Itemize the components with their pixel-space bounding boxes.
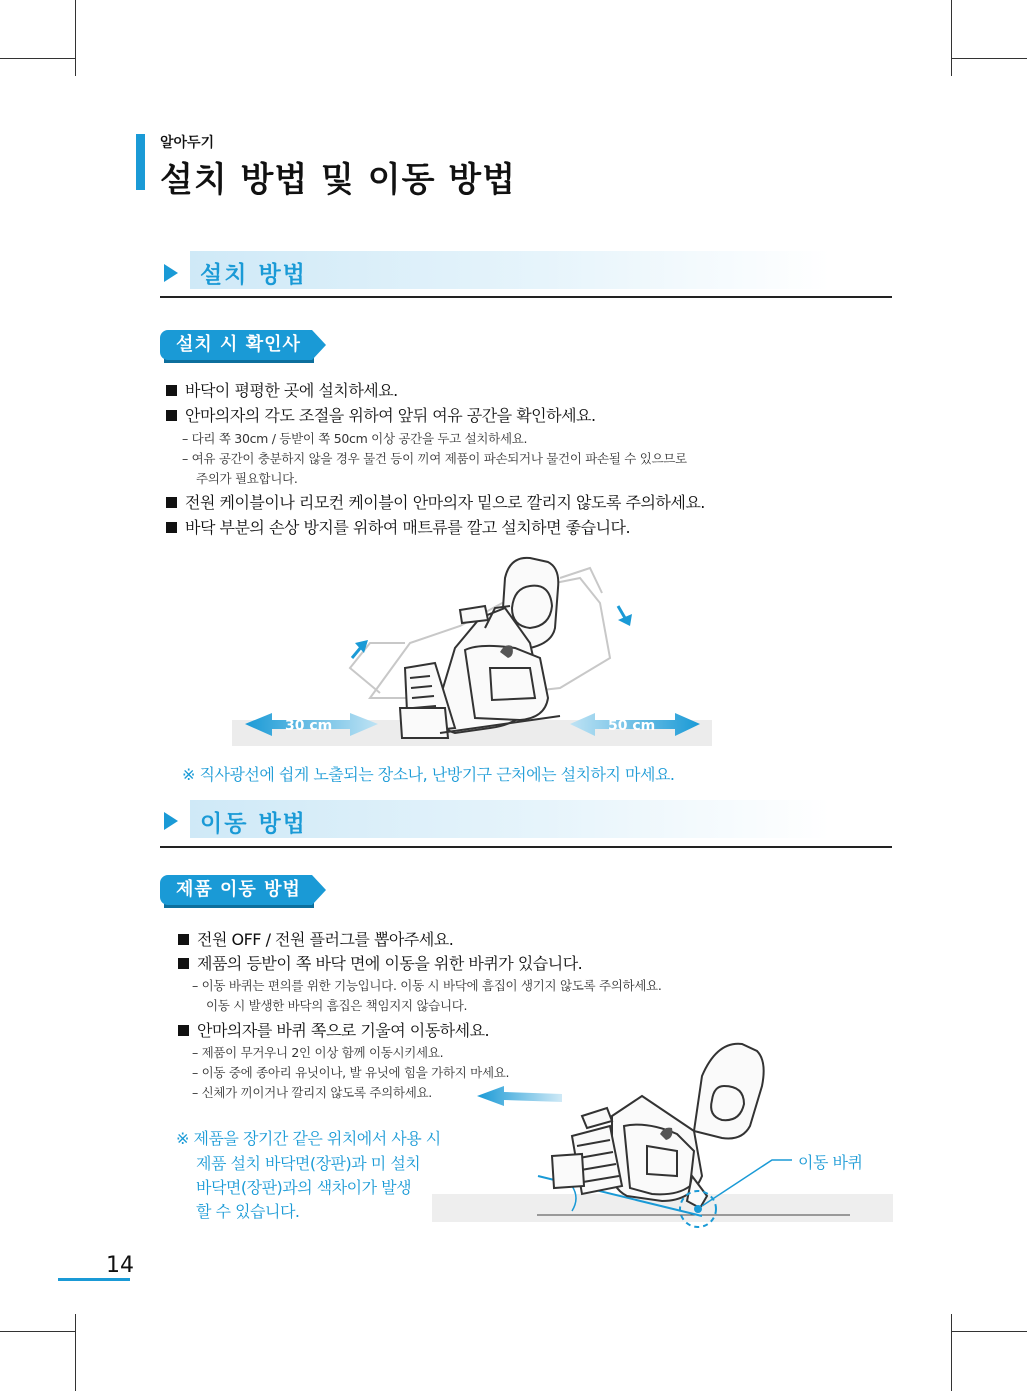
page-title: 설치 방법 및 이동 방법 [160, 160, 516, 200]
section-title: 이동 방법 [200, 811, 307, 837]
square-bullet-icon [166, 385, 177, 396]
sub-item: 이동 시 발생한 바닥의 흠집은 책임지지 않습니다. [206, 998, 468, 1013]
crop-mark [0, 58, 76, 59]
move-note-line: 할 수 있습니다. [196, 1202, 300, 1221]
sub-item: – 다리 쪽 30cm / 등받이 쪽 50cm 이상 공간을 두고 설치하세요. [182, 431, 528, 446]
square-bullet-icon [178, 1025, 189, 1036]
category-label: 알아두기 [160, 135, 215, 151]
bullet-item [166, 378, 398, 401]
page-number: 14 [106, 1253, 134, 1278]
dimension-label-left: 30 cm [285, 718, 333, 734]
bullet-text: 전원 케이블이나 리모컨 케이블이 안마의자 밑으로 깔리지 않도록 주의하세요. [185, 493, 705, 512]
bullet-text: 제품의 등받이 쪽 바닥 면에 이동을 위한 바퀴가 있습니다. [197, 954, 583, 973]
dimension-label-right: 50 cm [608, 718, 656, 734]
sub-item: 주의가 필요합니다. [196, 471, 298, 486]
square-bullet-icon [166, 522, 177, 533]
sub-item: – 여유 공간이 충분하지 않을 경우 물건 등이 끼여 제품이 파손되거나 물건이 파손될 수 있으므로 [182, 451, 687, 466]
bullet-text: 바닥이 평평한 곳에 설치하세요. [185, 381, 398, 400]
sub-item: – 이동 바퀴는 편의를 위한 기능입니다. 이동 시 바닥에 흠집이 생기지 않도록 주의하세요. [192, 978, 662, 993]
square-bullet-icon [166, 497, 177, 508]
bullet-item [166, 403, 596, 426]
crop-mark [0, 1331, 76, 1332]
sub-item: – 신체가 끼이거나 깔리지 않도록 주의하세요. [192, 1085, 432, 1100]
crop-mark [951, 0, 952, 76]
bullet-text: 안마의자의 각도 조절을 위하여 앞뒤 여유 공간을 확인하세요. [185, 406, 596, 425]
bullet-item [166, 490, 705, 513]
install-note: ※ 직사광선에 쉽게 노출되는 장소나, 난방기구 근처에는 설치하지 마세요. [182, 765, 675, 784]
square-bullet-icon [178, 958, 189, 969]
section-arrow-icon [164, 264, 178, 282]
subsection-pill: 제품 이동 방법 [160, 875, 312, 905]
crop-mark [951, 1314, 952, 1391]
title-accent-bar [136, 134, 145, 190]
square-bullet-icon [166, 410, 177, 421]
section-divider [160, 296, 892, 298]
page-number-underline [58, 1278, 130, 1281]
crop-mark [75, 1314, 76, 1391]
bullet-item [178, 951, 582, 974]
bullet-item [178, 927, 453, 950]
bullet-text: 안마의자를 바퀴 쪽으로 기울여 이동하세요. [197, 1021, 490, 1040]
bullet-text: 바닥 부분의 손상 방지를 위하여 매트류를 깔고 설치하면 좋습니다. [185, 518, 631, 537]
chair-install-figure [230, 548, 714, 750]
section-divider [160, 846, 892, 848]
chair-move-figure [432, 1036, 894, 1236]
subsection-pill: 설치 시 확인사항 [160, 330, 312, 360]
wheel-label: 이동 바퀴 [798, 1153, 863, 1172]
move-note-line: 바닥면(장판)과의 색차이가 발생 [196, 1178, 412, 1197]
bullet-text: 전원 OFF / 전원 플러그를 뽑아주세요. [197, 930, 454, 949]
crop-mark [951, 1331, 1027, 1332]
sub-item: – 제품이 무거우니 2인 이상 함께 이동시키세요. [192, 1045, 444, 1060]
crop-mark [75, 0, 76, 76]
move-note-line: 제품 설치 바닥면(장판)과 미 설치 [196, 1154, 421, 1173]
section-title: 설치 방법 [200, 262, 307, 288]
sub-item: – 이동 중에 종아리 유닛이나, 발 유닛에 힘을 가하지 마세요. [192, 1065, 510, 1080]
section-arrow-icon [164, 812, 178, 830]
move-note-line: ※ 제품을 장기간 같은 위치에서 사용 시 [176, 1129, 441, 1148]
crop-mark [951, 58, 1027, 59]
bullet-item [166, 515, 630, 538]
square-bullet-icon [178, 934, 189, 945]
